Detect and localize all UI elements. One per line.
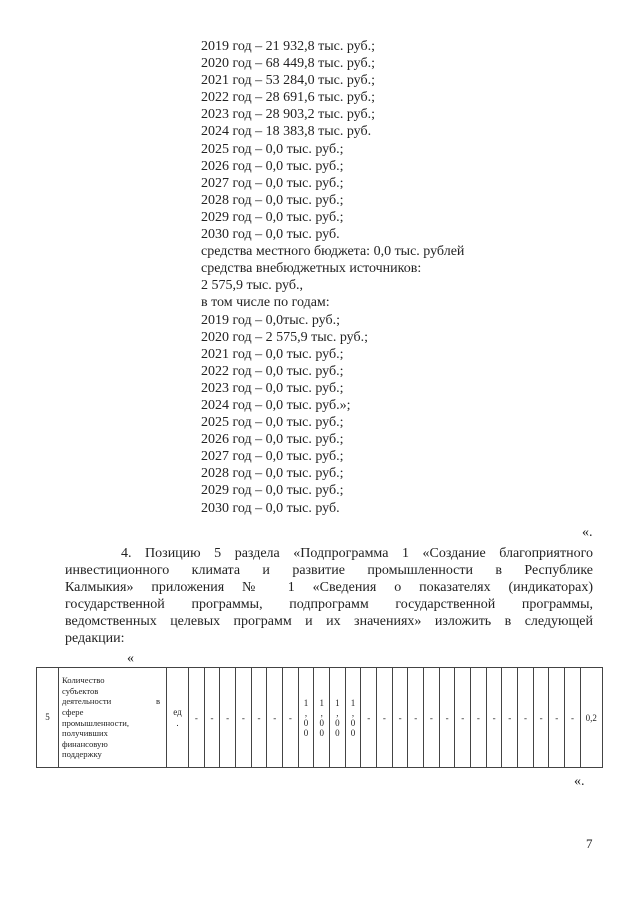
financing-line: 2023 год – 0,0 тыс. руб.;: [201, 380, 344, 396]
indicator-row-5: [37, 668, 603, 768]
indicator-value-text: -: [555, 712, 559, 723]
indicator-value-text: 0: [303, 717, 309, 728]
indicator-value-cell: [236, 668, 252, 768]
indicator-value-text: ,: [304, 707, 308, 718]
indicator-value-text: -: [508, 712, 512, 723]
indicator-name-inline: в: [155, 696, 160, 707]
indicator-value-text: -: [523, 712, 527, 723]
financing-line: 2024 год – 18 383,8 тыс. руб.: [201, 124, 372, 140]
indicator-value-text: -: [429, 712, 433, 723]
indicator-value-cell: [251, 668, 267, 768]
opening-quote-mark: «: [127, 651, 134, 666]
financing-line: 2022 год – 28 691,6 тыс. руб.;: [201, 90, 375, 106]
indicator-value-text: 0: [319, 727, 324, 738]
indicator-value-cell: [392, 668, 408, 768]
indicator-value-cell: [189, 668, 205, 768]
indicator-value-cell: [220, 668, 236, 768]
indicator-value-text: -: [414, 712, 418, 723]
unit-text: .: [176, 717, 179, 728]
indicator-value-cell: [486, 668, 502, 768]
financing-line: 2029 год – 0,0 тыс. руб.;: [201, 209, 344, 225]
indicator-name-line: Количество: [62, 675, 105, 686]
indicator-value-cell: [330, 668, 346, 768]
indicator-value-text: -: [273, 712, 277, 723]
indicator-value-cell: [283, 668, 299, 768]
closing-quote-mark: «.: [582, 525, 593, 540]
indicator-value-text: -: [288, 712, 292, 723]
indicator-value-text: -: [445, 712, 449, 723]
financing-line: 2022 год – 0,0 тыс. руб.;: [201, 363, 344, 379]
page-number: 7: [586, 836, 593, 851]
financing-line: 2026 год – 0,0 тыс. руб.;: [201, 432, 344, 448]
indicator-value-text: -: [367, 712, 371, 723]
indicator-value-text: 0: [335, 717, 340, 728]
indicator-value-cell: [549, 668, 565, 768]
indicator-value-cell: [377, 668, 393, 768]
closing-quote-mark: «.: [574, 774, 585, 789]
indicator-value-text: 0,2: [585, 712, 597, 723]
financing-line: 2028 год – 0,0 тыс. руб.;: [201, 466, 344, 482]
indicator-name-cell: [59, 668, 167, 768]
indicator-value-text: 0: [319, 717, 324, 728]
financing-line: 2023 год – 28 903,2 тыс. руб.;: [201, 107, 375, 123]
financing-line: 2028 год – 0,0 тыс. руб.;: [201, 192, 344, 208]
indicator-value-text: -: [492, 712, 496, 723]
unit-text: ед: [173, 706, 182, 717]
indicator-value-text: ,: [351, 707, 355, 718]
indicator-value-text: 0: [303, 727, 309, 738]
indicator-name-line: поддержку: [62, 749, 102, 760]
financing-line: 2019 год – 0,0тыс. руб.;: [201, 312, 340, 328]
indicator-value-cell: [518, 668, 534, 768]
financing-line: 2027 год – 0,0 тыс. руб.;: [201, 449, 344, 465]
financing-line: средства внебюджетных источников:: [201, 261, 422, 277]
financing-line: 2025 год – 0,0 тыс. руб.;: [201, 141, 344, 157]
indicator-value-text: -: [382, 712, 386, 723]
indicator-value-cell: [565, 668, 581, 768]
indicator-value-cell: [408, 668, 424, 768]
indicator-value-cell: [204, 668, 220, 768]
indicator-value-cell: [361, 668, 377, 768]
financing-line: 2 575,9 тыс. руб.,: [201, 278, 303, 294]
financing-line: 2021 год – 0,0 тыс. руб.;: [201, 346, 344, 362]
indicator-value-cell: [502, 668, 518, 768]
indicator-value-text: -: [476, 712, 480, 723]
financing-line: 2019 год – 21 932,8 тыс. руб.;: [201, 39, 375, 54]
indicator-value-text: -: [570, 712, 574, 723]
row-number-cell: 5: [37, 668, 59, 768]
indicator-value-text: -: [539, 712, 543, 723]
paragraph-line: 4. Позицию 5 раздела «Подпрограмма 1 «Создание благоприятного: [121, 546, 593, 561]
financing-line: 2030 год – 0,0 тыс. руб.: [201, 227, 340, 243]
indicator-value-text: -: [210, 712, 214, 723]
amendment-paragraph: [65, 545, 593, 647]
financing-volumes-list: [201, 38, 521, 517]
paragraph-line: инвестиционного климата и развитие промышленности в Республике: [65, 563, 593, 578]
financing-line: 2030 год – 0,0 тыс. руб.: [201, 500, 340, 516]
indicator-value-text: -: [226, 712, 230, 723]
indicator-value-text: 1: [319, 697, 324, 708]
indicator-value-text: 0: [350, 727, 356, 738]
indicator-value-cell: [533, 668, 549, 768]
financing-line: 2025 год – 0,0 тыс. руб.;: [201, 415, 344, 431]
indicator-value-text: ,: [320, 707, 323, 718]
indicator-value-text: 1: [350, 697, 356, 708]
indicator-value-text: 0: [335, 727, 340, 738]
financing-line: 2020 год – 68 449,8 тыс. руб.;: [201, 56, 375, 72]
indicator-value-cell: [424, 668, 440, 768]
financing-line: 2020 год – 2 575,9 тыс. руб.;: [201, 329, 368, 345]
paragraph-line: редакции:: [65, 631, 125, 646]
indicator-value-cell: [314, 668, 330, 768]
indicator-value-text: 1: [303, 697, 309, 708]
indicator-value-text: -: [257, 712, 261, 723]
financing-line: 2029 год – 0,0 тыс. руб.;: [201, 483, 344, 499]
indicator-value-cell: [580, 668, 602, 768]
financing-line: 2027 год – 0,0 тыс. руб.;: [201, 175, 344, 191]
indicator-value-text: 1: [335, 697, 340, 708]
indicator-name-line: промышленности,: [62, 717, 129, 728]
financing-line: средства местного бюджета: 0,0 тыс. рублей: [201, 244, 465, 260]
indicator-name-line: финансовую: [62, 738, 108, 749]
indicator-name-line: деятельности: [62, 696, 112, 707]
paragraph-line: Калмыкия» приложения № 1 «Сведения о показателях (индикаторах): [65, 580, 593, 595]
indicator-value-cell: [471, 668, 487, 768]
indicator-value-cell: [298, 668, 314, 768]
unit-cell: [167, 668, 189, 768]
indicator-value-text: 0: [350, 717, 356, 728]
indicator-name-line: получивших: [62, 728, 108, 739]
indicator-value-text: -: [241, 712, 245, 723]
indicator-value-text: -: [398, 712, 402, 723]
indicator-name-line: сфере: [62, 706, 84, 717]
indicator-name-line: субъектов: [62, 685, 99, 696]
financing-line: 2021 год – 53 284,0 тыс. руб.;: [201, 73, 375, 89]
indicator-value-text: -: [461, 712, 465, 723]
indicator-value-cell: [455, 668, 471, 768]
indicator-value-text: -: [194, 712, 198, 723]
indicator-value-cell: [439, 668, 455, 768]
paragraph-line: государственной программы, подпрограмм государственной программы,: [65, 597, 593, 612]
financing-line: 2024 год – 0,0 тыс. руб.»;: [201, 397, 351, 413]
indicator-value-cell: [345, 668, 361, 768]
indicator-value-text: ,: [336, 707, 339, 718]
financing-line: 2026 год – 0,0 тыс. руб.;: [201, 158, 344, 174]
indicator-value-cell: [267, 668, 283, 768]
paragraph-line: ведомственных целевых программ и их значениях» изложить в следующей: [65, 614, 593, 629]
indicator-table: [36, 667, 603, 768]
financing-line: в том числе по годам:: [201, 295, 330, 311]
